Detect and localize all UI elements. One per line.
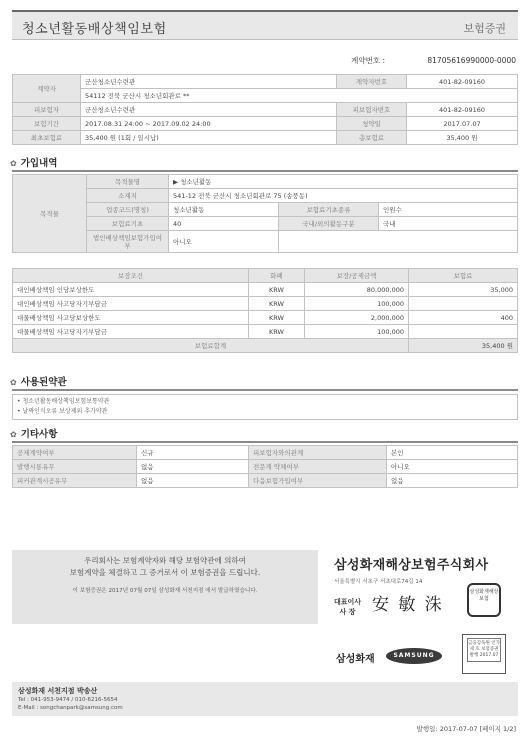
table-row xyxy=(13,325,518,339)
premium-value: 35,400 원 (1회 / 일시납) xyxy=(81,131,337,145)
insured-reg-value: 401-82-09160 xyxy=(407,103,518,117)
benefit-premium xyxy=(409,325,518,339)
benefit-amount: 100,000 xyxy=(305,297,409,311)
branch-name: 삼성화재 서천지점 박송산 xyxy=(18,687,98,695)
benefit-premium: 35,000 xyxy=(409,283,518,297)
contract-date-label: 청약일 xyxy=(337,117,407,131)
basis-value: 40 xyxy=(169,217,279,231)
issuance-notice xyxy=(12,550,318,624)
ceo-title-line2: 사 장 xyxy=(339,608,356,616)
section-divider xyxy=(12,441,518,443)
contractor-reg-label: 계약자번호 xyxy=(337,75,407,89)
samsung-logo: SAMSUNG xyxy=(386,648,442,664)
other-label: 공제계약여부 xyxy=(13,446,137,460)
other-value: 아니오 xyxy=(387,460,518,474)
contractor-reg-value: 401-82-09160 xyxy=(407,75,518,89)
clauses-list xyxy=(12,394,518,420)
other-label: 피커관계시공유무 xyxy=(13,474,137,488)
brand-name: 삼성화재 xyxy=(336,654,375,665)
other-value: 신규 xyxy=(137,446,249,460)
flower-icon: ✿ xyxy=(10,378,17,387)
table-row xyxy=(13,446,518,460)
benefits-table xyxy=(12,268,518,353)
notice-line-2: 보험계약을 체결하고 그 증거로서 이 보험증권을 드립니다. xyxy=(69,568,261,577)
section-divider xyxy=(12,389,518,391)
benefit-name: 대물배상책임 사고당자기부담금 xyxy=(13,325,249,339)
benefit-premium: 400 xyxy=(409,311,518,325)
premium-label: 최초보험료 xyxy=(13,131,81,145)
benefit-amount: 80,000,000 xyxy=(305,283,409,297)
table-row xyxy=(13,474,518,488)
document-type: 보험증권 xyxy=(463,22,506,35)
entity-empty xyxy=(279,231,518,253)
benefit-currency: KRW xyxy=(249,283,305,297)
benefit-name: 대인배상책임 인당보상한도 xyxy=(13,283,249,297)
contractor-name: 군산청소년수련관 xyxy=(81,75,337,89)
ceo-title-line1: 대표이사 xyxy=(334,598,362,606)
company-name: 삼성화재해상보험주식회사 xyxy=(334,558,489,573)
branch-tel: Tel : 041-953-9474 / 010-6216-5654 xyxy=(18,697,118,703)
benefit-total-value: 35,400 원 xyxy=(409,339,518,353)
branch-email: E-Mail : songchanpark@samsung.com xyxy=(18,705,123,711)
target-name-label: 목적물명 xyxy=(87,175,169,189)
target-name-value: ▶ 청소년활동 xyxy=(169,175,518,189)
period-label: 보험기간 xyxy=(13,117,81,131)
benefit-header-currency: 화폐 xyxy=(249,269,305,283)
location-value: 541-12 전북 군산시 청소년회관로 75 (송풍동) xyxy=(169,189,518,203)
contract-number-value: 81705616990000-0000 xyxy=(427,56,516,65)
domestic-label: 국내/외의활동구분 xyxy=(279,217,379,231)
contract-number xyxy=(351,55,516,66)
table-row xyxy=(13,297,518,311)
section-clauses-title: 사용된약관 xyxy=(20,377,67,388)
other-value: 없음 xyxy=(387,474,518,488)
target-group-label: 목적물 xyxy=(13,175,87,253)
section-other-title: 기타사항 xyxy=(20,429,58,440)
company-seal-icon: 삼성화재해상보험 xyxy=(467,583,501,617)
other-table xyxy=(12,445,518,488)
table-row xyxy=(13,283,518,297)
benefit-header-condition: 보장조건 xyxy=(13,269,249,283)
other-label: 발행시통유무 xyxy=(13,460,137,474)
business-label: 업종코드(명칭) xyxy=(87,203,169,217)
list-item: • 청소년활동배상책임보험보통약관 xyxy=(17,398,110,405)
header-bar xyxy=(12,10,518,40)
insured-name: 군산청소년수련관 xyxy=(81,103,337,117)
contractor-label: 계약자 xyxy=(13,75,81,103)
issue-date-page: 발행일: 2017-07-07 [페이지 1/2] xyxy=(416,725,516,733)
branch-footer xyxy=(12,682,518,716)
ceo-signature: 安 敏 洙 xyxy=(372,595,444,615)
company-address: 서울특별시 서초구 서초대로74길 14 xyxy=(334,579,423,585)
insured-label: 피보험자 xyxy=(13,103,81,117)
approval-stamp-text: 금융감독원 인가 제 호 보험증권 발행 2017.07 xyxy=(467,638,501,662)
benefit-header-amount: 보장/공제금액 xyxy=(305,269,409,283)
basis-type-label: 보험료기초종류 xyxy=(279,203,379,217)
benefit-currency: KRW xyxy=(249,325,305,339)
list-item: • 날짜인식오류 보상제외 추가약관 xyxy=(17,408,108,415)
other-label: 피보험자와의관계 xyxy=(249,446,387,460)
notice-small: 이 보험증권은 2017년 07월 07일 삼성화재 서천지점 에서 발급하였습니다. xyxy=(72,588,258,594)
benefit-amount: 2,000,000 xyxy=(305,311,409,325)
contractor-address: 54112 전북 군산시 청소년회관로 ** xyxy=(81,89,518,103)
benefit-name: 대인배상책임 사고당자기부담금 xyxy=(13,297,249,311)
benefit-name: 대물배상책임 사고당보상한도 xyxy=(13,311,249,325)
total-premium-value: 35,400 원 xyxy=(407,131,518,145)
basis-type-value: 인원수 xyxy=(379,203,518,217)
other-value: 본인 xyxy=(387,446,518,460)
section-other xyxy=(10,426,57,440)
benefit-amount: 100,000 xyxy=(305,325,409,339)
benefit-premium xyxy=(409,297,518,311)
contract-number-label: 계약번호 : xyxy=(351,56,385,65)
flower-icon: ✿ xyxy=(10,159,17,168)
section-clauses xyxy=(10,374,67,388)
location-label: 소재지 xyxy=(87,189,169,203)
business-value: 청소년활동 xyxy=(169,203,279,217)
notice-line-1: 우리회사는 보험계약자와 해당 보험약관에 의하여 xyxy=(84,556,246,565)
insured-reg-label: 피보험자번호 xyxy=(337,103,407,117)
other-value: 없음 xyxy=(137,474,249,488)
policy-info-table xyxy=(12,74,518,145)
period-value: 2017.08.31 24:00 ~ 2017.09.02 24:00 xyxy=(81,117,337,131)
flower-icon: ✿ xyxy=(10,430,17,439)
table-row xyxy=(13,460,518,474)
table-row xyxy=(13,311,518,325)
other-label: 전문계 약체여부 xyxy=(249,460,387,474)
section-divider xyxy=(12,170,518,172)
other-label: 다음보험가입여부 xyxy=(249,474,387,488)
section-coverage xyxy=(10,155,57,169)
coverage-detail-table xyxy=(12,174,518,253)
entity-label: 법인배상책임보험가입여부 xyxy=(87,231,169,253)
benefit-total-label: 보험료합계 xyxy=(13,339,409,353)
domestic-value: 국내 xyxy=(379,217,518,231)
other-value: 없음 xyxy=(137,460,249,474)
basis-label: 보험료기초 xyxy=(87,217,169,231)
contract-date-value: 2017.07.07 xyxy=(407,117,518,131)
benefit-header-premium: 보험료 xyxy=(409,269,518,283)
section-coverage-title: 가입내역 xyxy=(20,158,58,169)
benefit-currency: KRW xyxy=(249,297,305,311)
ceo-title xyxy=(334,597,361,617)
approval-stamp-icon xyxy=(462,634,506,674)
benefit-currency: KRW xyxy=(249,311,305,325)
document-title: 청소년활동배상책임보험 xyxy=(22,22,167,37)
entity-value: 아니오 xyxy=(169,231,279,253)
total-premium-label: 총보험료 xyxy=(337,131,407,145)
